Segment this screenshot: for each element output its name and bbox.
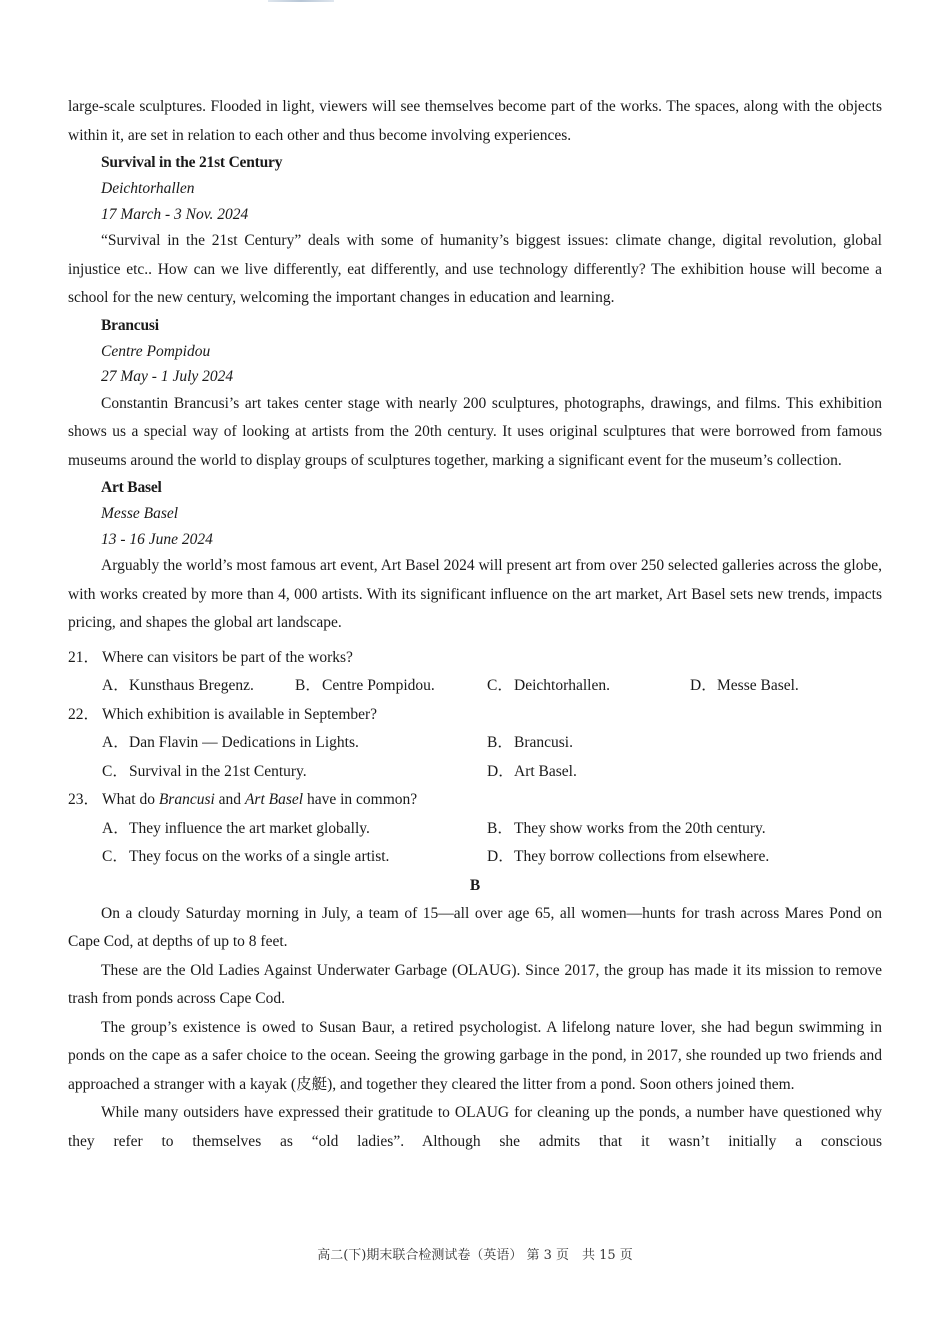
exhibition-brancusi xyxy=(68,313,882,476)
continuation-paragraph: large-scale sculptures. Flooded in light, viewers will see themselves become part of the works. The spaces, along with the objects within it, are set in relation to each other and thus become involving experiences. xyxy=(68,98,882,144)
option-c[interactable]: C．They focus on the works of a single artist. xyxy=(102,848,390,865)
question-21 xyxy=(68,644,882,701)
question-text-part: and xyxy=(214,791,245,808)
question-text: Where can visitors be part of the works? xyxy=(102,648,353,666)
exhibition-description: Constantin Brancusi’s art takes center stage with nearly 200 sculptures, photographs, drawings, and films. This exhibition shows us a special way of looking at artists from the 20th century. It uses original sculptures that were borrowed from famous museums around the world to display groups of sculptures together, marking a significant event for the museum’s collection. xyxy=(68,394,882,469)
exhibition-title: Brancusi xyxy=(101,316,159,334)
exhibition-description: “Survival in the 21st Century” deals with some of humanity’s biggest issues: climate change, digital revolution, global injustice etc.. How can we live differently, eat differently, and use technology differently? The exhibition house will become a school for the new century, welcoming the important changes in education and learning. xyxy=(68,232,882,306)
question-text: Which exhibition is available in September? xyxy=(102,705,378,723)
exhibition-title: Art Basel xyxy=(101,479,162,496)
paragraph: On a cloudy Saturday morning in July, a team of 15—all over age 65, all women—hunts for trash across Mares Pond on Cape Cod, at depths of up to 8 feet. xyxy=(68,904,882,950)
paragraph: The group’s existence is owed to Susan Baur, a retired psychologist. A lifelong nature lover, she had begun swimming in ponds on the cape as a safer choice to the ocean. Seeing the growing garbage in the pond, in 2017, she rounded up two friends and approached a stranger with a kayak (皮艇), and together they cleared the litter from a pond. Soon others joined them. xyxy=(68,1018,882,1093)
question-text-italic: Brancusi xyxy=(158,791,215,808)
option-d[interactable]: D．Messe Basel. xyxy=(690,677,799,694)
page-footer: 高二(下)期末联合检测试卷（英语） 第 3 页 共 15 页 xyxy=(317,1248,633,1263)
exhibition-dates: 17 March - 3 Nov. 2024 xyxy=(101,205,249,223)
option-d[interactable]: D．They borrow collections from elsewhere. xyxy=(487,848,770,865)
exhibition-dates: 13 - 16 June 2024 xyxy=(101,530,213,548)
option-d[interactable]: D．Art Basel. xyxy=(487,762,577,780)
exhibition-title: Survival in the 21st Century xyxy=(101,154,283,171)
option-a[interactable]: A．Kunsthaus Bregenz. xyxy=(102,677,254,694)
exhibition-venue: Centre Pompidou xyxy=(101,342,211,360)
exhibition-dates: 27 May - 1 July 2024 xyxy=(101,368,234,385)
passage-b xyxy=(68,900,882,1157)
exhibition-art-basel xyxy=(68,475,882,638)
option-c[interactable]: C．Deichtorhallen. xyxy=(487,677,610,694)
document-page xyxy=(68,93,882,1156)
question-text-italic: Art Basel xyxy=(244,791,304,808)
option-a[interactable]: A．Dan Flavin — Dedications in Lights. xyxy=(102,734,359,751)
option-b[interactable]: B．They show works from the 20th century. xyxy=(487,819,766,837)
options-row xyxy=(102,815,882,844)
question-number: 21． xyxy=(68,648,100,666)
exhibition-venue: Deichtorhallen xyxy=(101,180,195,197)
options-row xyxy=(102,729,882,758)
options-row xyxy=(102,843,882,872)
exhibition-venue: Messe Basel xyxy=(101,505,179,522)
question-text-part: What do xyxy=(102,791,159,808)
option-a[interactable]: A．They influence the art market globally. xyxy=(102,819,370,837)
option-c[interactable]: C．Survival in the 21st Century. xyxy=(102,762,307,780)
section-label: B xyxy=(469,876,481,894)
question-number: 22． xyxy=(68,705,100,723)
option-b[interactable]: B．Brancusi. xyxy=(487,734,573,751)
question-number: 23． xyxy=(68,791,100,808)
option-b[interactable]: B．Centre Pompidou. xyxy=(295,677,435,694)
question-22 xyxy=(68,701,882,787)
paragraph: While many outsiders have expressed their gratitude to OLAUG for cleaning up the ponds, a number have questioned why they refer to themselves as “old ladies”. Although she admits that it wasn’t initially a conscious xyxy=(68,1104,882,1150)
exhibition-survival xyxy=(68,150,882,313)
question-23 xyxy=(68,786,882,872)
options-row xyxy=(102,758,882,787)
question-text-part: have in common? xyxy=(303,791,418,808)
paragraph: These are the Old Ladies Against Underwater Garbage (OLAUG). Since 2017, the group has made it its mission to remove trash from ponds across Cape Cod. xyxy=(68,961,882,1007)
header-decoration xyxy=(268,0,334,2)
exhibition-description: Arguably the world’s most famous art event, Art Basel 2024 will present art from over 250 selected galleries across the globe, with works created by more than 4, 000 artists. With its significant influence on the art market, Art Basel sets new trends, impacts pricing, and shapes the global art landscape. xyxy=(68,557,882,631)
options-row xyxy=(102,672,882,701)
